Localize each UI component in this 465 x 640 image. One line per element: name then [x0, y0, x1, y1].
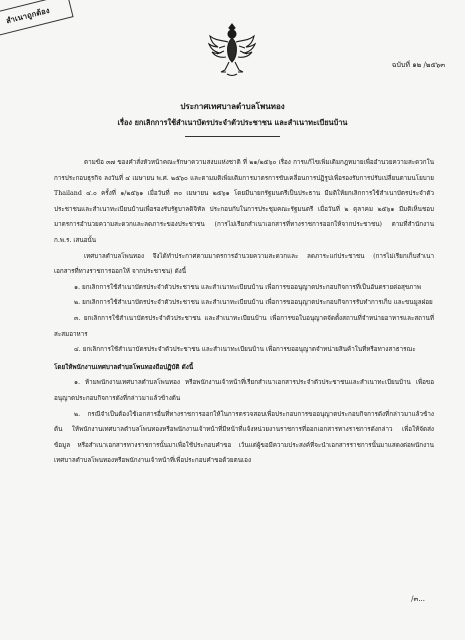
document-body [54, 155, 434, 469]
next-page-marker: /๓... [411, 595, 425, 603]
practice-item: ๑. ห้ามพนักงานเทศบาลตำบลโพนทอง หรือพนักงานเจ้าหน้าที่เรียกสำเนาเอกสารประจำตัวประชาชนและสำเนาทะเบียนบ้าน เพื่อขออนุญาตประกอบกิจการดังที่กล่าวมาแล้วข้างต้น [54, 379, 434, 402]
paragraph-announcement: เทศบาลตำบลโพนทอง จึงได้ทำประกาศตามมาตรการอำนวยความสะดวกและ ลดภาระแก่ประชาชน (การไม่เรียกเก็บสำเนาเอกสารที่ทางราชการออกให้ จากประชาชน) ดังนี้ [54, 252, 434, 276]
list-item: ๑. ยกเลิกการใช้สำเนาบัตรประจำตัวประชาชน และสำเนาทะเบียนบ้าน เพื่อการขออนุญาตประกอบกิจการที่เป็นอันตรายต่อสุขภาพ [74, 283, 422, 291]
document-number: ฉบับที่ ๑๒ /๒๕๖๓ [391, 61, 445, 69]
title-divider [185, 136, 280, 137]
practice-heading: โดยให้พนักงานเทศบาลตำบลโพนทองถือปฏิบัติ ดังนี้ [54, 363, 194, 371]
practice-item: ๒. กรณีจำเป็นต้องใช้เอกสารอื่นที่ทางราชการออกให้ในการตรวจสอบเพื่อประกอบการขออนุญาตประกอบกิจการดังที่กล่าวมาแล้วข้างต้น ให้พนักงานเทศบาลตำบลโพนทองหรือพนักงานเจ้าหน้าที่มีหน้าที่แจ้งหน่วยงานราชการที่ออกเอกสารทางราชการดังกล่าว เพื่อให้จัดส่งข้อมูล หรือสำเนาเอกสารทางราชการนั้นมาเพื่อใช้ประกอบคำขอ เว้นแต่ผู้ขอมีความประสงค์ที่จะนำเอกสารราชการนั้นมาแสดงต่อพนักงานเทศบาลตำบลโพนทองหรือพนักงานเจ้าหน้าที่เพื่อประกอบคำขอด้วยตนเอง [54, 410, 434, 465]
list-item: ๒. ยกเลิกการใช้สำเนาบัตรประจำตัวประชาชน และสำเนาทะเบียนบ้าน เพื่อการขออนุญาตประกอบกิจการรับทำการเก็บ และขนมูลฝอย [74, 299, 433, 307]
garuda-emblem-icon [205, 18, 259, 78]
announcement-title: ประกาศเทศบาลตำบลโพนทอง [180, 101, 285, 111]
list-item: ๓. ยกเลิกการใช้สำเนาบัตรประจำตัวประชาชน และสำเนาทะเบียนบ้าน เพื่อการขอใบอนุญาตจัดตั้งสถานที่จำหน่ายอาหารและสถานที่สะสมอาหาร [54, 314, 434, 338]
paragraph-background: ตามข้อ ๓๗ ของคำสั่งหัวหน้าคณะรักษาความสงบแห่งชาติ ที่ ๒๑/๒๕๖๐ เรื่อง การแก้ไขเพิ่มเติมกฎหมายเพื่ออำนวยความสะดวกในการประกอบธุรกิจ ลงวันที่ ๔ เมษายน พ.ศ. ๒๕๖๐ และตามมติเพิ่มเติมการมาตรการขับเคลื่อนการปฏิรูปเพื่อรองรับการปรับเปลี่ยนตามนโยบาย Thailand ๔.๐ ครั้งที่ ๑/๒๕๖๑ เมื่อวันที่ ๓๐ เมษายน ๒๕๖๑ โดยมีนายกรัฐมนตรีเป็นประธาน มีมติให้ยกเลิกการใช้สำเนาบัตรประจำตัวประชาชนและสำเนาทะเบียนบ้านเพื่อรองรับรัฐบาลดิจิทัล ประกอบกับในการประชุมคณะรัฐมนตรี เมื่อวันที่ ๒ ตุลาคม ๒๕๖๑ มีมติเห็นชอบมาตรการอำนวยความสะดวกและลดภาระของประชาชน (การไม่เรียกสำเนาเอกสารที่ทางราชการออกให้จากประชาชน) ตามที่สำนักงาน ก.พ.ร. เสนอนั้น [54, 159, 434, 244]
copy-certified-stamp: สำเนาถูกต้อง [0, 0, 74, 38]
list-item: ๔. ยกเลิกการใช้สำเนาบัตรประจำตัวประชาชน และสำเนาทะเบียนบ้าน เพื่อการขออนุญาตจำหน่ายสินค้าในที่หรือทางสาธารณะ [74, 346, 416, 354]
announcement-subject: เรื่อง ยกเลิกการใช้สำเนาบัตรประจำตัวประชาชน และสำเนาทะเบียนบ้าน [117, 118, 348, 127]
